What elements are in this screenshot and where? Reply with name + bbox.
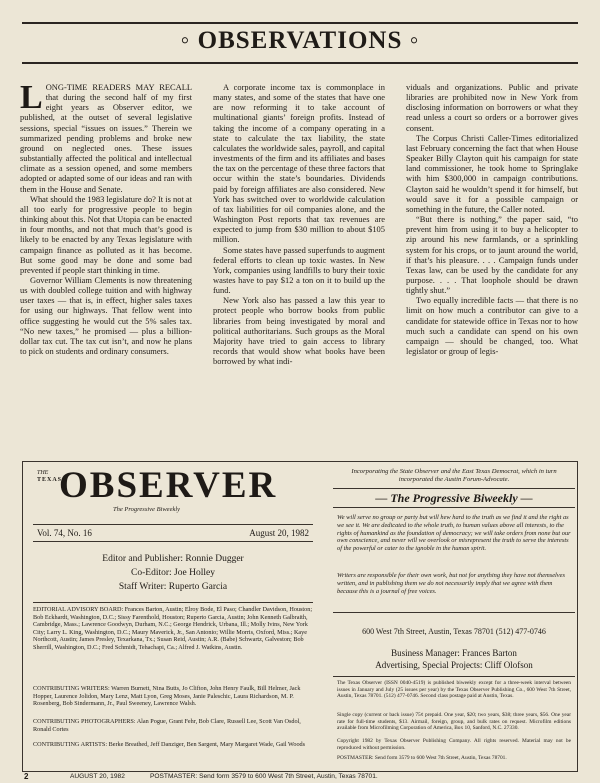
coeditor-line: Co-Editor: Joe Holley (131, 568, 215, 578)
logo-the: THE (37, 470, 49, 476)
staff-listing (33, 552, 313, 594)
section-banner (22, 22, 578, 64)
logo-name: OBSERVER (59, 465, 278, 506)
business-manager-line: Business Manager: Frances Barton (391, 648, 517, 658)
banner-title-text: OBSERVATIONS (197, 27, 403, 54)
banner-ornament-right: ◦ (409, 27, 420, 54)
volume-number: Vol. 74, No. 16 (37, 528, 92, 538)
article-paragraph: A corporate income tax is commonplace in many states, and some of the states that have one are now reforming it to take account of multinational giants’ foreign profits. Instead of taking the income of a company operating in a state to calculate the tax liability, the state calculates the worldwide sales, payroll, and capital investments of the firm and its affiliates and bases the tax on the percentage of these three factors that occur within the state’s boundaries. Dividends paid by foreign affiliates are also considered. New York has switched over to worldwide calculation of tax liabilities for oil companies alone, and the Washington Post reports that tax revenues are expected to jump from $30 million to about $105 million. (213, 82, 385, 245)
business-staff (333, 647, 575, 671)
article-paragraph: Some states have passed superfunds to augment federal efforts to clean up toxic wastes. In New York, companies using landfills to bury their toxic wastes have to pay $12 a ton on it to build up the fund. (213, 244, 385, 296)
heading-rule-right: — (520, 491, 533, 505)
masthead-left (23, 462, 323, 773)
article-paragraph: The Corpus Christi Caller-Times editorialized last February concerning the fact that when House Speaker Billy Clayton quit his campaign for state land commissioner, he took home to Springlake with him $300,000 in campaign contributions. Clayton said he wouldn’t spend it for himself, but would save it for a possible campaign or something in the future, the Caller noted. (406, 132, 578, 214)
observer-logo (33, 465, 313, 514)
advertising-line: Advertising, Special Projects: Cliff Olofson (375, 660, 533, 670)
masthead-right (329, 462, 579, 773)
issue-date: August 20, 1982 (249, 528, 309, 538)
page-number: 2 (24, 772, 29, 781)
article-column-1 (20, 82, 192, 460)
staff-writer-line: Staff Writer: Ruperto Garcia (118, 582, 228, 592)
article-column-3 (406, 82, 578, 460)
divider (333, 676, 575, 677)
office-address: 600 West 7th Street, Austin, Texas 78701 (512) 477-0746 (362, 627, 546, 636)
section-title (22, 27, 578, 55)
article-columns (20, 82, 580, 460)
logo-tagline: The Progressive Biweekly (113, 506, 181, 513)
article-paragraph: Two equally incredible facts — that there is no limit on how much a contributor can give to a candidate for statewide office in Texas nor to how much such a candidate can spend on his own campaign — should be changed, too. What legislator or group of legis- (406, 295, 578, 357)
banner-ornament-left: ◦ (180, 27, 191, 54)
footer-postmaster: POSTMASTER: Send form 3579 to 600 West 7th Street, Austin, Texas 78701. (150, 773, 378, 780)
editor-line: Editor and Publisher: Ronnie Dugger (102, 554, 244, 564)
progressive-heading-text: The Progressive Biweekly (390, 491, 518, 505)
logo-texas: TEXAS (37, 477, 63, 483)
divider (33, 602, 313, 603)
contributing-artists: CONTRIBUTING ARTISTS: Berke Breathed, Jeff Danziger, Ben Sargent, Mary Margaret Wade, Gail Woods (33, 741, 306, 748)
paragraph-text: ONG-TIME READERS MAY RECALL that during the second half of my first eight years as Observer editor, we published, at the outset of several legislative sessions, special “issues on issues.” Therein we summarized pending problems and broke new ground on neglected ones. These issues substantially affected the political and intellectual climate as a session opened, and some members adopted or adapted some of our ideas and ran with them in the House and Senate. (20, 82, 192, 194)
article-paragraph: “But there is nothing,” the paper said, “to prevent him from using it to buy a helicopter to zip around his new farmlands, or a sprinkling system for his crops, or to jaunt around the world, if that’s his pleasure. . . . Campaign funds under Texas law, can be used by the candidate for any purpose. . . . That loophole should be drawn tightly shut.” (406, 214, 578, 296)
article-paragraph: Governor William Clements is now threatening us with doubled college tuition and with highway user taxes — that is, in effect, higher sales taxes for using our highways. That fellow went into office suggesting he would cut the 5% sales tax. “No new taxes,” he promised — plus a billion-dollar tax cut. The tax cut isn’t, and now he plans to pick on students and ordinary consumers. (20, 274, 192, 357)
divider (333, 612, 575, 613)
page-footer (22, 772, 578, 783)
volume-row (33, 524, 313, 542)
publication-notice: The Texas Observer (ISSN 0040-4519) is published biweekly except for a three-week interval between issues in January and July (25 issues per year) by the Texas Observer Publishing Co., 600 West 7th Street, Austin, Texas 78701. (512) 477-0746. Second class postage paid at Austin, Texas. (337, 680, 571, 699)
footer-date: AUGUST 20, 1982 (70, 773, 125, 780)
mission-statement: We will serve no group or party but will hew hard to the truth as we find it and the right as we see it. We are dedicated to the whole truth, to human values above all interests, to the rights of humankind as the foundation of democracy; we will take orders from none but our own conscience, and never will we overlook or misrepresent the truth to serve the interests of the powerful or cater to the ignoble in the human spirit. (337, 514, 571, 553)
article-paragraph: New York also has passed a law this year to protect people who borrow books from public libraries from being investigated by moral and political authoritarians. Such groups as the Moral Majority have tried to gain access to library records that would show what books have been borrowed by what indi- (213, 295, 385, 367)
article-paragraph: viduals and organizations. Public and private libraries are prohibited now in New York from disclosing information on borrowers or what they read unless a court so orders or a borrower gives consent. (406, 82, 578, 133)
copyright-notice: Copyright 1982 by Texas Observer Publishing Company. All rights reserved. Material may not be reproduced without permission. (337, 738, 571, 751)
progressive-biweekly-heading (333, 488, 575, 508)
incorporating-note: Incorporating the State Observer and the East Texas Democrat, which in turn incorporated the Austin Forum-Advocate. (351, 468, 557, 483)
drop-cap: L (20, 82, 43, 116)
heading-rule-left: — (375, 491, 388, 505)
postmaster-notice: POSTMASTER: Send form 3579 to 600 West 7th Street, Austin, Texas 78701. (337, 755, 507, 761)
writers-disclaimer: Writers are responsible for their own work, but not for anything they have not themselves written, and in publishing them we do not necessarily imply that we agree with them because this is a journal of free voices. (337, 572, 565, 595)
article-paragraph: What should the 1983 legislature do? It is not at all too early for progressive people to begin thinking about this. Not that Utopia can be enacted in four months, and not that much that’s good is likely to be enacted by any Texas legislature with campaign finance as polluted as it has become. But some good may be done and some bad prevented if people start thinking in time. (20, 193, 192, 275)
article-paragraph (20, 82, 192, 194)
advisory-board: EDITORIAL ADVISORY BOARD: Frances Barton, Austin; Elroy Bode, El Paso; Chandler Davidson, Houston; Bob Eckhardt, Washington, D.C.; Sissy Farenthold, Houston; Ruperto Garcia, Austin; John Kenneth Galbraith, Cambridge, Mass.; Lawrence Goodwyn, Durham, N.C.; George Hendrick, Urbana, Ill.; Molly Ivins, New York City; Larry L. King, Washington, D.C.; Maury Maverick, Jr., San Antonio; Willie Morris, Oxford, Miss.; Kaye Northcott, Austin; James Presley, Texarkana, Tx.; Susan Reid, Austin; A.R. (Babe) Schwartz, Galveston; Bob Sherrill, Washington, D.C.; Fred Schmidt, Tehachapi, Ca.; Alfred J. Watkins, Austin. (33, 606, 313, 651)
article-column-2 (213, 82, 385, 460)
contributing-writers: CONTRIBUTING WRITERS: Warren Burnett, Nina Butts, Jo Clifton, John Henry Faulk, Bill Helmer, Jack Hopper, Laurence Jolidon, Mary Lenz, Matt Lyon, Greg Moses, Janie Paleschic, Laura Richardson, M. P. Rosenberg, Bob Sindermann, Jr., Paul Sweeney, Lawrence Walsh. (33, 685, 301, 708)
subscription-rates: Single copy (current or back issue) 75¢ prepaid. One year, $20; two years, $38; three years, $56. One year rate for full-time students, $13. Airmail, foreign, group, and bulk rates on request. Microfilm editions available from Microfilming Corporation of America, Box 10, Sanford, N.C. 27330. (337, 712, 571, 731)
masthead-box (22, 461, 578, 772)
contributing-photographers: CONTRIBUTING PHOTOGRAPHERS: Alan Pogue, Grant Fehr, Bob Clare, Russell Lee, Scott Van Osdol, Ronald Cortes (33, 718, 301, 733)
